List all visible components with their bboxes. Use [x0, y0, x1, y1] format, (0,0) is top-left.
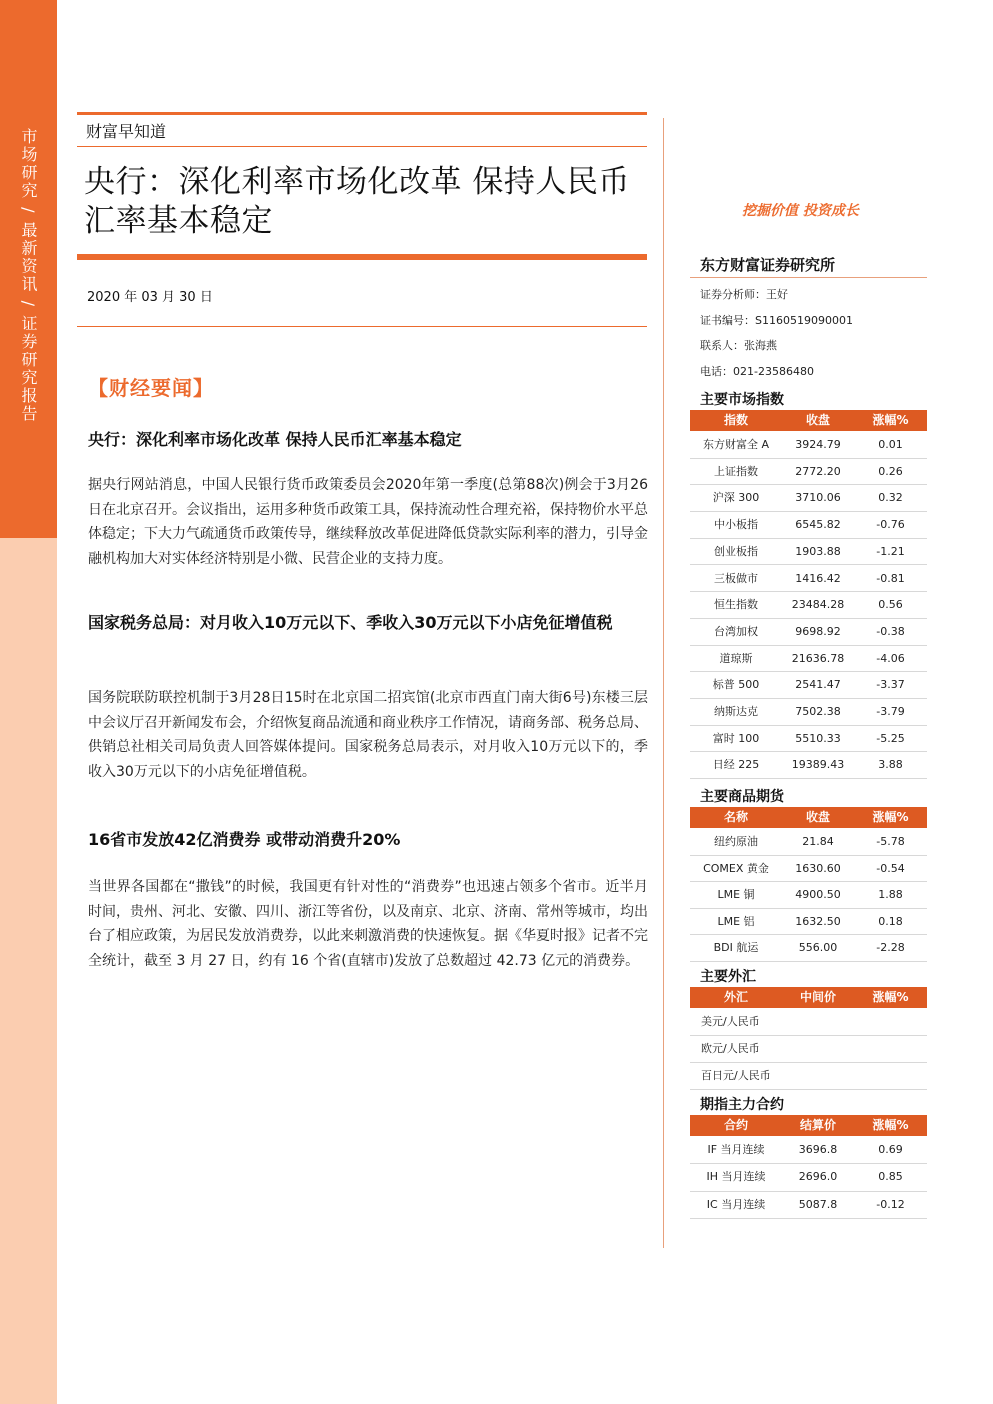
institute-name: 东方财富证券研究所 — [700, 256, 836, 274]
table-row — [690, 1164, 927, 1191]
table-cell — [782, 1063, 854, 1089]
column-header: 收盘 — [805, 810, 830, 824]
table-row — [690, 935, 927, 962]
table-cell: 台湾加权 — [714, 624, 758, 638]
table-cell: -0.12 — [876, 1197, 905, 1211]
column-header: 合约 — [723, 1118, 748, 1132]
table-cell — [782, 1036, 854, 1062]
table-cell: IC 当月连续 — [706, 1197, 766, 1211]
table-cell: 0.85 — [878, 1170, 903, 1184]
table-row — [690, 432, 927, 459]
table-cell: 3696.8 — [798, 1143, 838, 1156]
table-cell: 恒生指数 — [714, 598, 758, 612]
column-header: 涨幅% — [872, 810, 909, 824]
table-cell: 21636.78 — [791, 651, 845, 665]
table-cell: 9698.92 — [795, 624, 841, 638]
news-body-2: 国务院联防联控机制于3月28日15时在北京国二招宾馆(北京市西直门南大街6号)东楼三层中会议厅召开新闻发布会，介绍恢复商品流通和商业秩序工作情况，请商务部、税务总局、供销总社相关司局负责人回答媒体提问。国家税务总局表示，对月收入10万元以下的，季收入30万元以下的小店免征增值税。 — [88, 690, 648, 780]
table-row — [690, 726, 927, 753]
table-cell: IF 当月连续 — [707, 1143, 765, 1156]
header-top-rule — [77, 112, 647, 115]
table-row — [690, 485, 927, 512]
news-title-3: 16省市发放42亿消费券 或带动消费升20% — [88, 830, 401, 849]
column-header: 中间价 — [799, 990, 836, 1004]
table-cell: 沪深 300 — [712, 491, 760, 505]
table-cell: 0.69 — [878, 1143, 903, 1156]
table-cell: 上证指数 — [714, 464, 758, 478]
table-row — [690, 672, 927, 699]
table-row — [690, 619, 927, 646]
table-cell — [782, 1009, 854, 1035]
report-date: 2020 年 03 月 30 日 — [87, 290, 213, 305]
header-sub-rule — [77, 146, 647, 147]
table-cell: 中小板指 — [714, 518, 758, 532]
news-body-1: 据央行网站消息，中国人民银行货币政策委员会2020年第一季度(总第88次)例会于3月26日在北京召开。会议指出，运用多种货币政策工具，保持流动性合理充裕，保持物价水平总体稳定；下大力气疏通货币政策传导，继续释放改革促进降低贷款实际利率的潜力，引导金融机构加大对实体经济特别是小微、民营企业的支持力度。 — [88, 477, 648, 567]
table-cell: 纳斯达克 — [714, 705, 758, 718]
table-cell: 1630.60 — [795, 861, 841, 875]
table-cell: 0.18 — [878, 914, 903, 928]
table-cell: 0.01 — [878, 438, 903, 451]
table-row — [690, 856, 927, 883]
table-cell: 纽约原油 — [714, 835, 758, 848]
title-bottom-rule — [77, 254, 647, 260]
contact-name: 联系人：张海燕 — [700, 339, 777, 352]
table-row — [690, 1192, 927, 1219]
section-tag: 【财经要闻】 — [88, 376, 214, 400]
band-text: 市场研究 / 最新资讯 / 证券研究报告 — [19, 128, 38, 424]
table-row — [690, 829, 927, 856]
table-row — [690, 752, 927, 779]
table-row — [690, 592, 927, 619]
date-rule — [77, 326, 647, 327]
cert-number: 证书编号：S1160519090001 — [700, 314, 853, 327]
table-cell: 1632.50 — [795, 914, 841, 928]
table-cell: 0.32 — [878, 491, 903, 505]
column-header: 涨幅% — [872, 990, 909, 1004]
table-cell — [854, 1036, 927, 1062]
table-cell: 三板做市 — [714, 571, 758, 585]
table-cell: -0.81 — [876, 571, 905, 585]
table-row — [690, 646, 927, 673]
table-cell: 21.84 — [802, 835, 834, 848]
table-cell: -1.21 — [876, 544, 905, 558]
table-cell: -2.28 — [876, 941, 905, 955]
report-series-label: 财富早知道 — [86, 122, 167, 141]
table-cell: 1416.42 — [795, 571, 841, 585]
page-title: 央行：深化利率市场化改革 保持人民币汇率基本稳定 — [84, 164, 630, 239]
table-cell: -5.78 — [876, 835, 905, 848]
table-cell: 6545.82 — [795, 518, 841, 532]
table-cell: -0.54 — [876, 861, 905, 875]
market-index-header — [690, 410, 927, 431]
table-cell: 19389.43 — [791, 758, 845, 772]
table-cell: LME 铝 — [717, 914, 755, 928]
table-cell — [854, 1063, 927, 1089]
table-cell: 美元/人民币 — [701, 1015, 760, 1028]
table-cell: 23484.28 — [791, 598, 845, 612]
market-index-heading: 主要市场指数 — [700, 392, 784, 408]
column-header: 指数 — [723, 413, 748, 427]
table-row — [690, 539, 927, 566]
table-cell: -5.25 — [876, 731, 905, 745]
table-cell: 欧元/人民币 — [701, 1042, 760, 1055]
table-cell: 标普 500 — [712, 678, 760, 692]
table-cell: 富时 100 — [712, 731, 760, 745]
fx-header — [690, 987, 927, 1008]
table-cell: 道琼斯 — [719, 651, 753, 665]
table-cell: 5510.33 — [795, 731, 841, 745]
table-cell: 0.26 — [878, 464, 903, 478]
table-cell: 7502.38 — [795, 705, 841, 718]
table-cell: LME 铜 — [717, 888, 755, 902]
table-row — [690, 1036, 927, 1063]
table-cell: 日经 225 — [712, 758, 760, 772]
news-body-3: 当世界各国都在“撒钱”的时候，我国更有针对性的“消费券”也迅速占领多个省市。近半月时间，贵州、河北、安徽、四川、浙江等省份，以及南京、北京、济南、常州等城市，均出台了相应政策，为居民发放消费券，以此来刺激消费的快速恢复。据《华夏时报》记者不完全统计，截至 3 月 27 日，约有 16 个省(直辖市)发放了总数超过 42.73 亿元的消费券。 — [88, 879, 648, 969]
table-row — [690, 1137, 927, 1164]
table-cell: 3924.79 — [795, 438, 841, 451]
table-cell: 1903.88 — [795, 544, 841, 558]
table-cell: COMEX 黄金 — [703, 861, 769, 875]
sidebar-divider — [663, 118, 664, 1248]
table-row — [690, 699, 927, 726]
futures-header — [690, 1115, 927, 1136]
table-row — [690, 459, 927, 486]
table-cell: 5087.8 — [798, 1197, 838, 1211]
table-cell: 1.88 — [878, 888, 903, 902]
table-cell: 2541.47 — [795, 678, 841, 692]
table-cell: -0.76 — [876, 518, 905, 532]
table-row — [690, 1009, 927, 1036]
table-cell: -0.38 — [876, 624, 905, 638]
table-cell: 2772.20 — [795, 464, 841, 478]
table-cell: 2696.0 — [798, 1170, 838, 1184]
commodities-header — [690, 807, 927, 828]
table-row — [690, 1063, 927, 1090]
fx-heading: 主要外汇 — [700, 969, 756, 985]
table-cell: 百日元/人民币 — [701, 1069, 771, 1082]
analyst-name: 证券分析师：王好 — [700, 288, 788, 301]
table-cell: 东方财富全 A — [702, 438, 770, 451]
table-cell: -3.79 — [876, 705, 905, 718]
futures-heading: 期指主力合约 — [700, 1097, 784, 1113]
table-row — [690, 512, 927, 539]
news-title-2: 国家税务总局：对月收入10万元以下、季收入30万元以下小店免征增值税 — [88, 613, 613, 632]
column-header: 名称 — [723, 810, 748, 824]
table-cell: 4900.50 — [795, 888, 841, 902]
table-cell: 3.88 — [878, 758, 903, 772]
institute-rule — [690, 277, 927, 278]
table-cell: IH 当月连续 — [706, 1170, 766, 1184]
column-header: 外汇 — [723, 990, 748, 1004]
commodities-heading: 主要商品期货 — [700, 789, 784, 805]
column-header: 结算价 — [799, 1118, 836, 1132]
column-header: 涨幅% — [872, 413, 909, 427]
table-cell — [854, 1009, 927, 1035]
table-cell: 556.00 — [798, 941, 838, 955]
news-title-1: 央行：深化利率市场化改革 保持人民币汇率基本稳定 — [88, 430, 462, 449]
table-cell: -4.06 — [876, 651, 905, 665]
table-cell: -3.37 — [876, 678, 905, 692]
phone-number: 电话：021-23586480 — [700, 365, 814, 378]
table-cell: BDI 航运 — [713, 941, 759, 955]
column-header: 收盘 — [805, 413, 830, 427]
table-row — [690, 909, 927, 936]
table-row — [690, 882, 927, 909]
table-cell: 创业板指 — [714, 544, 758, 558]
slogan: 挖掘价值 投资成长 — [742, 203, 859, 219]
table-row — [690, 566, 927, 593]
table-cell: 0.56 — [878, 598, 903, 612]
column-header: 涨幅% — [872, 1118, 909, 1132]
table-cell: 3710.06 — [795, 491, 841, 505]
